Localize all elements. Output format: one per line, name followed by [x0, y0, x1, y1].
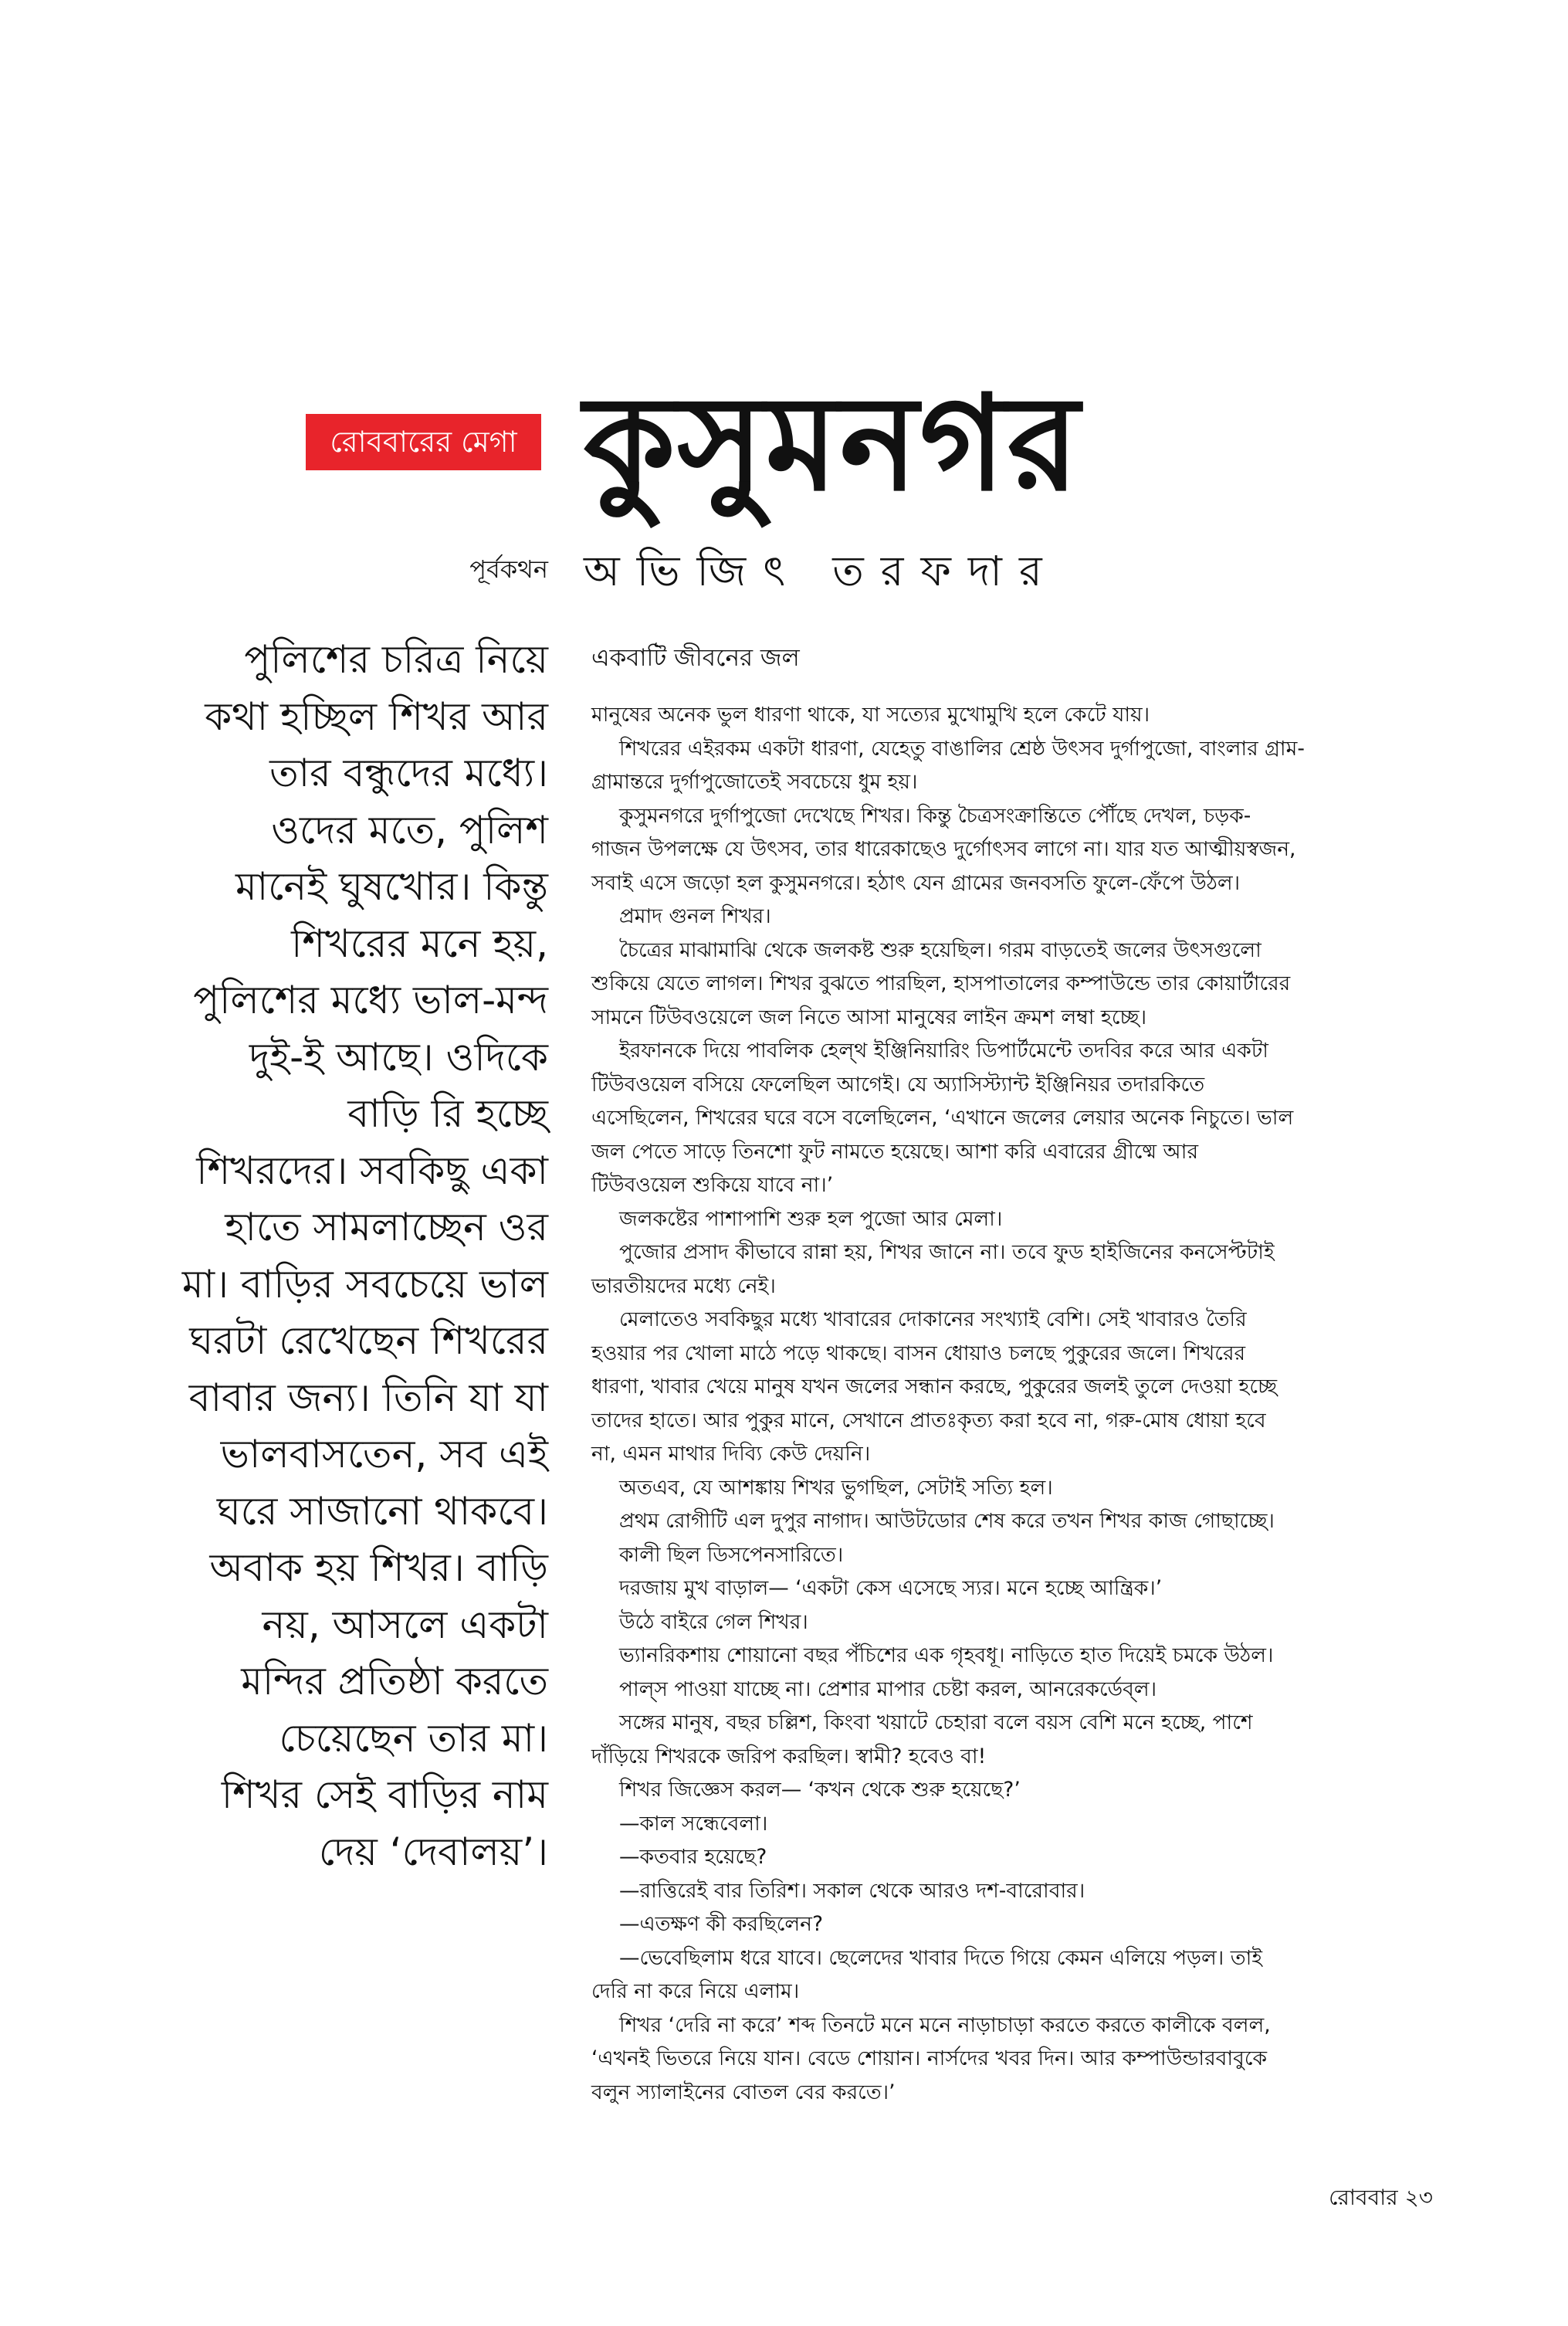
article-line: দাঁড়িয়ে শিখরকে জরিপ করছিল। স্বামী? হবেও বা! — [591, 1744, 987, 1768]
article-line: তাদের হাতে। আর পুকুর মানে, সেখানে প্রাতঃকৃত্য করা হবে না, গরু-মোষ ধোয়া হবে — [591, 1408, 1266, 1433]
summary-line: শিখর সেই বাড়ির নাম — [221, 1772, 548, 1817]
summary-line: মানেই ঘুষখোর। কিন্তু — [235, 864, 548, 909]
summary-line: বাবার জন্য। তিনি যা যা — [188, 1375, 548, 1420]
summary-line: বাড়ি রি হচ্ছে — [347, 1091, 548, 1136]
summary-line: কথা হচ্ছিল শিখর আর — [205, 693, 548, 739]
article-line: —ভেবেছিলাম ধরে যাবে। ছেলেদের খাবার দিতে গিয়ে কেমন এলিয়ে পড়ল। তাই — [619, 1945, 1263, 1970]
article-line: মানুষের অনেক ভুল ধারণা থাকে, যা সত্যের মুখোমুখি হলে কেটে যায়। — [591, 703, 1150, 727]
article-line: পাল্‌স পাওয়া যাচ্ছে না। প্রেশার মাপার চেষ্টা করল, আনরেকর্ডেব্‌ল। — [619, 1677, 1157, 1701]
article-line: ধারণা, খাবার খেয়ে মানুষ যখন জলের সন্ধান করছে, পুকুরের জলই তুলে দেওয়া হচ্ছে — [591, 1375, 1278, 1399]
article-line: অতএব, যে আশঙ্কায় শিখর ভুগছিল, সেটাই সত্যি হল। — [619, 1475, 1053, 1500]
recap-summary — [147, 632, 548, 1880]
article-line: জল পেতে সাড়ে তিনশো ফুট নামতে হয়েছে। আশা করি এবারের গ্রীষ্মে আর — [591, 1139, 1199, 1164]
article-line: শিখর জিজ্ঞেস করল— ‘কখন থেকে শুরু হয়েছে?’ — [619, 1778, 1021, 1802]
summary-line: শিখরের মনে হয়, — [291, 921, 548, 966]
summary-line: পুলিশের চরিত্র নিয়ে — [244, 637, 548, 682]
article-line: —রাত্তিরেই বার তিরিশ। সকাল থেকে আরও দশ-বারোবার। — [619, 1878, 1085, 1903]
article-line: টিউবওয়েল শুকিয়ে যাবে না।’ — [591, 1173, 834, 1197]
chapter-heading: একবাটি জীবনের জল — [591, 644, 800, 672]
article-line: চৈত্রের মাঝামাঝি থেকে জলকষ্ট শুরু হয়েছিল। গরম বাড়তেই জলের উৎসগুলো — [619, 938, 1262, 962]
summary-line: শিখরদের। সবকিছু একা — [196, 1148, 548, 1193]
article-line: সবাই এসে জড়ো হল কুসুমনগরে। হঠাৎ যেন গ্রামের জনবসতি ফুলে-ফেঁপে উঠল। — [591, 870, 1241, 895]
article-line: না, এমন মাথার দিব্যি কেউ দেয়নি। — [591, 1442, 871, 1466]
article-line: শিখর ‘দেরি না করে’ শব্দ তিনটে মনে মনে নাড়াচাড়া করতে করতে কালীকে বলল, — [619, 2012, 1271, 2037]
article-line: ভারতীয়দের মধ্যে নেই। — [591, 1273, 776, 1298]
article-line: মেলাতেও সবকিছুর মধ্যে খাবারের দোকানের সংখ্যাই বেশি। সেই খাবারও তৈরি — [619, 1307, 1247, 1331]
article-line: দেরি না করে নিয়ে এলাম। — [591, 1979, 800, 2003]
article-line: সামনে টিউবওয়েলে জল নিতে আসা মানুষের লাইন ক্রমশ লম্বা হচ্ছে। — [591, 1005, 1147, 1029]
page-folio: রোববার ২৩ — [1329, 2185, 1433, 2210]
article-line: উঠে বাইরে গেল শিখর। — [619, 1609, 808, 1634]
summary-line: ঘরে সাজানো থাকবে। — [216, 1488, 548, 1534]
article-text — [591, 698, 1433, 2109]
article-line: গাজন উপলক্ষে যে উৎসব, তার ধারেকাছেও দুর্গোৎসব লাগে না। যার যত আত্মীয়স্বজন, — [591, 837, 1296, 861]
article-line: ‘এখনই ভিতরে নিয়ে যান। বেডে শোয়ান। নার্সদের খবর দিন। আর কম্পাউন্ডারবাবুকে — [591, 2046, 1268, 2070]
article-line: প্রথম রোগীটি এল দুপুর নাগাদ। আউটডোর শেষ করে তখন শিখর কাজ গোছাচ্ছে। — [619, 1509, 1275, 1533]
summary-line: দুই-ই আছে। ওদিকে — [249, 1034, 548, 1080]
summary-line: অবাক হয় শিখর। বাড়ি — [209, 1545, 548, 1590]
recap-label: পূর্বকথন — [469, 554, 548, 584]
story-title: কুসুমনগর — [584, 368, 1082, 520]
summary-line: ভালবাসতেন, সব এই — [220, 1432, 548, 1477]
article-line: কুসুমনগরে দুর্গাপুজো দেখেছে শিখর। কিন্তু চৈত্রসংক্রান্তিতে পৌঁছে দেখল, চড়ক- — [619, 803, 1251, 828]
article-line: প্রমাদ গুনল শিখর। — [619, 904, 771, 928]
article-line: বলুন স্যালাইনের বোতল বের করতে।’ — [591, 2080, 896, 2104]
article-line: কালী ছিল ডিসপেনসারিতে। — [619, 1542, 844, 1567]
article-line: গ্রামান্তরে দুর্গাপুজোতেই সবচেয়ে ধুম হয়। — [591, 770, 918, 794]
summary-line: ওদের মতে, পুলিশ — [271, 807, 548, 853]
summary-line: তার বন্ধুদের মধ্যে। — [269, 751, 548, 795]
summary-line: ঘরটা রেখেছেন শিখরের — [189, 1318, 548, 1363]
article-line: —কতবার হয়েছে? — [619, 1845, 767, 1869]
article-line: এসেছিলেন, শিখরের ঘরে বসে বলেছিলেন, ‘এখানে জলের লেয়ার অনেক নিচুতে। ভাল — [591, 1106, 1294, 1130]
article-line: টিউবওয়েল বসিয়ে ফেলেছিল আগেই। যে অ্যাসিস্ট্যান্ট ইঞ্জিনিয়র তদারকিতে — [591, 1072, 1205, 1097]
article-line: ইরফানকে দিয়ে পাবলিক হেল্থ ইঞ্জিনিয়ারিং ডিপার্টমেন্টে তদবির করে আর একটা — [619, 1039, 1268, 1063]
summary-line: মন্দির প্রতিষ্ঠা করতে — [241, 1659, 548, 1704]
article-line: সঙ্গের মানুষ, বছর চল্লিশ, কিংবা খয়াটে চেহারা বলে বয়স বেশি মনে হচ্ছে, পাশে — [619, 1711, 1253, 1734]
summary-line: চেয়েছেন তার মা। — [279, 1715, 548, 1761]
article-body — [591, 635, 1433, 2109]
article-line: —এতক্ষণ কী করছিলেন? — [619, 1912, 824, 1936]
article-line: ভ্যানরিকশায় শোয়ানো বছর পঁচিশের এক গৃহবধূ। নাড়িতে হাত দিয়েই চমকে উঠল। — [619, 1643, 1274, 1667]
summary-line: পুলিশের মধ্যে ভাল-মন্দ — [193, 978, 548, 1022]
section-tag: রোববারের মেগা — [306, 414, 541, 470]
summary-line: নয়, আসলে একটা — [262, 1602, 548, 1647]
article-line: শুকিয়ে যেতে লাগল। শিখর বুঝতে পারছিল, হাসপাতালের কম্পাউন্ডে তার কোয়ার্টারের — [591, 971, 1291, 995]
author-name: অভিজিৎ তরফদার — [584, 547, 1059, 595]
article-line: হওয়ার পর খোলা মাঠে পড়ে থাকছে। বাসন ধোয়াও চলছে পুকুরের জলে। শিখরের — [591, 1341, 1246, 1365]
article-line: —কাল সন্ধেবেলা। — [619, 1811, 768, 1836]
summary-line: দেয় ‘দেবালয়’। — [318, 1829, 548, 1874]
article-line: দরজায় মুখ বাড়াল— ‘একটা কেস এসেছে স্যর। মনে হচ্ছে আন্ত্রিক।’ — [619, 1576, 1163, 1600]
article-line: জলকষ্টের পাশাপাশি শুরু হল পুজো আর মেলা। — [619, 1206, 1003, 1231]
summary-line: মা। বাড়ির সবচেয়ে ভাল — [181, 1261, 548, 1307]
article-line: শিখরের এইরকম একটা ধারণা, যেহেতু বাঙালির শ্রেষ্ঠ উৎসব দুর্গাপুজো, বাংলার গ্রাম- — [619, 736, 1305, 761]
article-line: পুজোর প্রসাদ কীভাবে রান্না হয়, শিখর জানে না। তবে ফুড হাইজিনের কনসেপ্টটাই — [619, 1240, 1275, 1264]
summary-line: হাতে সামলাচ্ছেন ওর — [225, 1205, 548, 1249]
